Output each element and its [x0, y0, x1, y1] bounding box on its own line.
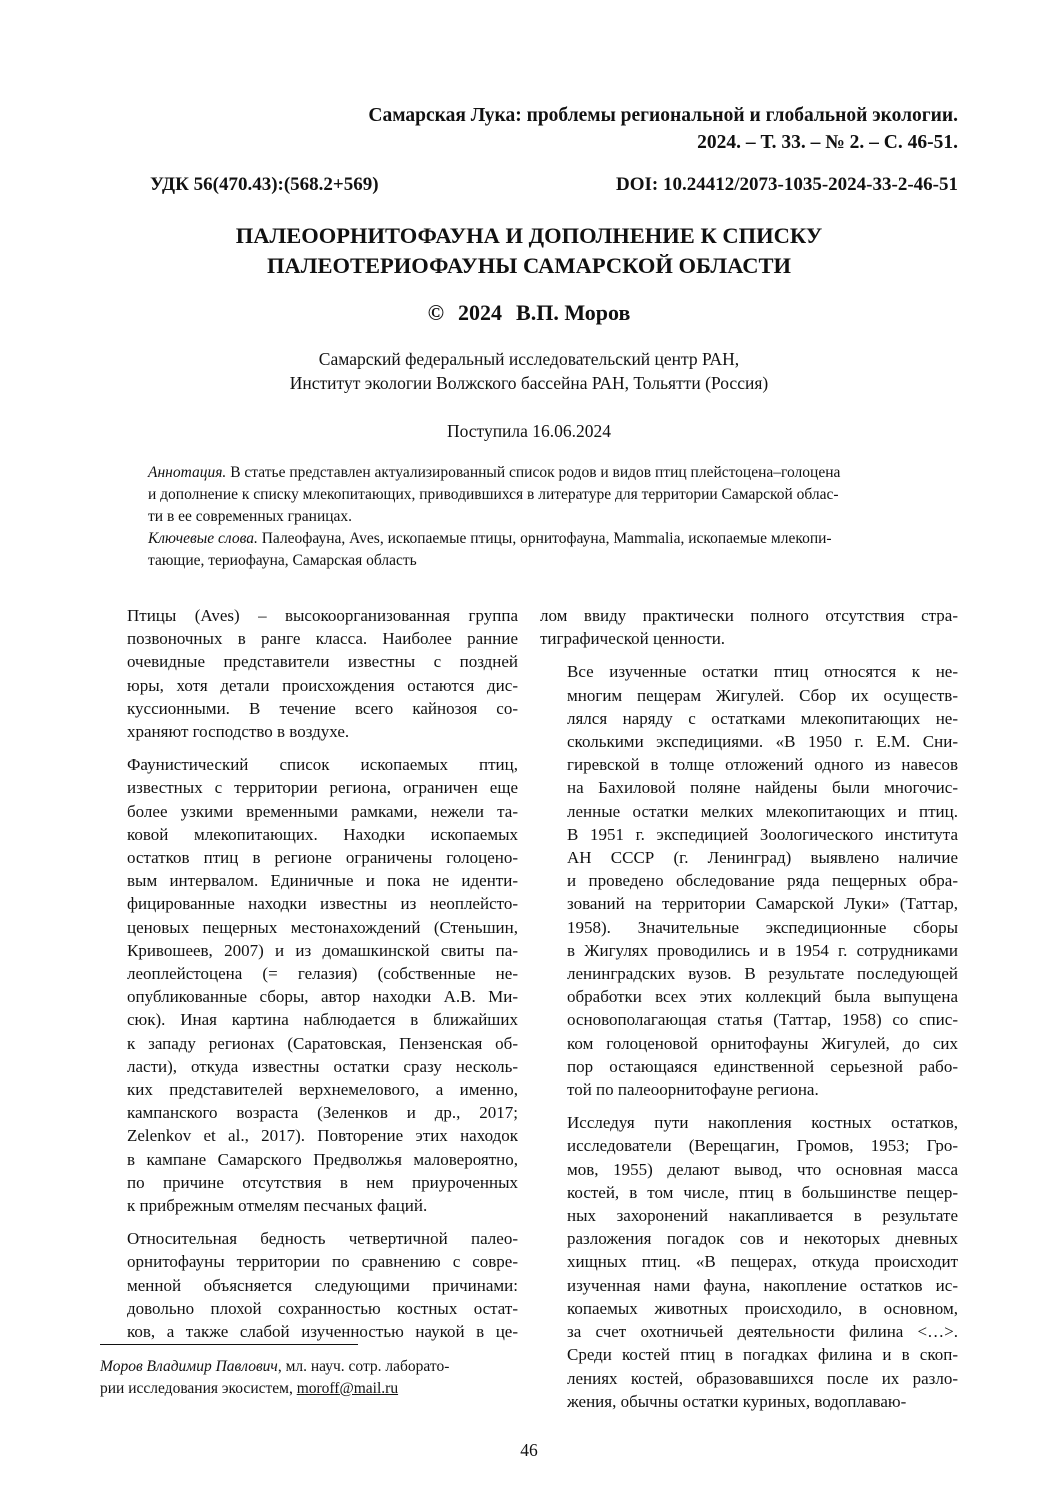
- body-line: леоплейстоцена (= гелазия) (собственные не-: [127, 964, 518, 984]
- body-line: лом ввиду практически полного отсутствия стра-: [540, 606, 958, 625]
- body-line: ленные остатки мелких млекопитающих и птиц.: [567, 801, 958, 821]
- body-line: зований на территории Самарской Луки» (Таттар,: [567, 894, 958, 914]
- body-line: очевидные представители известны с поздней: [127, 652, 518, 672]
- body-line: опубликованные сборы, автор находки А.В. Ми-: [127, 987, 518, 1007]
- body-line: Относительная бедность четвертичной палео-: [127, 1229, 518, 1249]
- footnote-text: рии исследования экосистем,: [100, 1380, 297, 1397]
- body-paragraph: [100, 604, 518, 743]
- affiliation-line: Институт экологии Волжского бассейна РАН, Тольятти (Россия): [289, 373, 769, 393]
- body-line: сколькими экспедициями. «В 1950 г. Е.М. Сни-: [567, 732, 958, 752]
- body-line: вым интервалом. Единичные и пока не иденти-: [127, 871, 518, 891]
- body-line: Все изученные остатки птиц относятся к не-: [567, 662, 958, 682]
- copyright-year: 2024: [458, 300, 503, 325]
- body-line: жения, обычны остатки куриных, водоплаваю-: [567, 1391, 907, 1411]
- body-line: Кривошеев, 2007) и из домашкинской свиты па-: [127, 940, 518, 960]
- body-line: в Жигулях проводились и в 1954 г. сотрудниками: [567, 940, 958, 960]
- body-line: к прибрежным отмелям песчаных фаций.: [127, 1196, 428, 1216]
- body-line: на Бахиловой поляне найдены были многочис-: [567, 778, 958, 798]
- body-column-right: [540, 604, 958, 1423]
- doi[interactable]: DOI: 10.24412/2073-1035-2024-33-2-46-51: [616, 174, 958, 195]
- udc-code: УДК 56(470.43):(568.2+569): [150, 174, 379, 195]
- footnote-author-name: Моров Владимир Павлович: [100, 1358, 278, 1375]
- body-paragraph: [100, 1227, 518, 1343]
- page-number: 46: [520, 1440, 538, 1460]
- author-line: [100, 300, 958, 326]
- body-line: ценовых пещерных местонахождений (Стеньшин,: [127, 917, 518, 937]
- journal-reference: [368, 102, 958, 156]
- abstract-label: Аннотация.: [148, 464, 227, 481]
- footnote-text: , мл. науч. сотр. лаборато-: [277, 1358, 450, 1375]
- body-paragraph: [100, 753, 518, 1217]
- abstract-text: и дополнение к списку млекопитающих, приводившихся в литературе для территории Самарской облас-: [148, 486, 839, 503]
- body-line: мов, 1955) делают вывод, что основная масса: [567, 1159, 958, 1179]
- body-line: исследователи (Верещагин, Громов, 1953; Гро-: [567, 1136, 958, 1156]
- body-line: довольно плохой сохранностью костных остат-: [127, 1298, 518, 1318]
- author-name: В.П. Моров: [516, 300, 631, 325]
- body-line: ных захоронений накапливается в результате: [567, 1206, 958, 1226]
- body-line: обработки всех этих коллекций была выпущена: [567, 987, 958, 1007]
- journal-title: Самарская Лука: проблемы региональной и глобальной экологии.: [368, 105, 958, 126]
- body-line: по причине отсутствия в нем приуроченных: [127, 1172, 518, 1192]
- author-footnote: [100, 1356, 520, 1400]
- article-title-line: ПАЛЕОТЕРИОФАУНЫ САМАРСКОЙ ОБЛАСТИ: [267, 253, 791, 278]
- body-line: той по палеоорнитофауне региона.: [567, 1080, 819, 1100]
- body-line: лялся наряду с остатками млекопитающих не-: [567, 708, 958, 728]
- body-paragraph: [540, 604, 958, 650]
- journal-issue: 2024. – Т. 33. – № 2. – С. 46-51.: [697, 132, 958, 153]
- body-line: менной объясняется следующими причинами:: [127, 1275, 518, 1295]
- body-line: Исследуя пути накопления костных остатков,: [567, 1113, 958, 1133]
- body-line: кампанского возраста (Зеленков и др., 2017;: [127, 1103, 518, 1123]
- abstract-text: ти в ее современных границах.: [148, 508, 353, 525]
- body-line: Фаунистический список ископаемых птиц,: [127, 755, 518, 775]
- body-line: лениях костей, образовавшихся после их разло-: [567, 1368, 958, 1388]
- body-line: ласти), откуда известны остатки сразу несколь-: [127, 1056, 518, 1076]
- body-line: изученная нами фауна, накопление остатков ис-: [567, 1275, 958, 1295]
- body-line: копаемых животных происходило, в основном,: [567, 1298, 958, 1318]
- abstract-line-1: [148, 464, 840, 481]
- body-line: 1958). Значительные экспедиционные сборы: [567, 917, 958, 937]
- body-line: Zelenkov et al., 2017). Повторение этих находок: [127, 1126, 518, 1146]
- body-column-left: [100, 604, 518, 1353]
- author-email-link[interactable]: moroff@mail.ru: [296, 1380, 399, 1397]
- body-line: ковой млекопитающих. Находки ископаемых: [127, 824, 518, 844]
- body-line: известных с территории региона, ограничен еще: [127, 778, 518, 798]
- received-date: Поступила 16.06.2024: [446, 421, 612, 441]
- body-line: юры, хотя детали происхождения остаются дис-: [127, 675, 518, 695]
- keywords-text: Палеофауна, Aves, ископаемые птицы, орнитофауна, Mammalia, ископаемые млекопи-: [261, 530, 832, 547]
- body-line: ких представителей верхнемелового, а именно,: [127, 1080, 518, 1100]
- article-title: [100, 221, 958, 281]
- body-line: храняют господство в воздухе.: [127, 722, 350, 742]
- body-line: хищных птиц. «В пещерах, откуда происходит: [567, 1252, 958, 1272]
- keywords-label: Ключевые слова.: [148, 530, 258, 547]
- abstract-text: В статье представлен актуализированный список родов и видов птиц плейстоцена–голоцена: [230, 464, 841, 481]
- body-line: в кампане Самарского Предволжья маловероятно,: [127, 1149, 518, 1169]
- affiliation-line: Самарский федеральный исследовательский центр РАН,: [318, 349, 740, 369]
- body-line: более узкими временными рамками, нежели та-: [127, 801, 518, 821]
- body-line: разложения погадок сов и некоторых дневных: [567, 1229, 958, 1249]
- body-line: остатков птиц в регионе ограничены голоцено-: [127, 848, 518, 868]
- body-line: к западу регионах (Саратовская, Пензенская об-: [127, 1033, 518, 1053]
- body-line: тиграфической ценности.: [540, 629, 726, 649]
- body-line: В 1951 г. экспедицией Зоологического института: [567, 824, 958, 844]
- body-line: Птицы (Aves) – высокоорганизованная группа: [127, 606, 518, 625]
- body-line: пор остающаяся единственной серьезной рабо-: [567, 1056, 958, 1076]
- body-line: многим пещерам Жигулей. Сбор их осуществ-: [567, 685, 958, 705]
- body-line: за счет охотничьей деятельности филина <…>.: [567, 1322, 958, 1342]
- body-line: и проведено обследование ряда пещерных обра-: [567, 871, 958, 891]
- affiliation: [100, 347, 958, 395]
- keywords: [148, 528, 960, 572]
- abstract-block: [148, 462, 960, 572]
- body-line: позвоночных в ранге класса. Наиболее ранние: [127, 629, 518, 649]
- body-paragraph: [540, 660, 958, 1101]
- footnote-divider: [100, 1344, 358, 1345]
- body-line: фицированные находки известны из неоплейсто-: [127, 894, 518, 914]
- body-line: ком голоценовой орнитофауны Жигулей, до сих: [567, 1033, 958, 1053]
- body-line: Среди костей птиц в погадках филина и в скоп-: [567, 1345, 958, 1365]
- copyright-sign: ©: [427, 300, 445, 325]
- body-line: АН СССР (г. Ленинград) выявлено наличие: [567, 848, 958, 868]
- body-line: куссионными. В течение всего кайнозоя со-: [127, 698, 518, 718]
- body-line: орнитофауны территории по сравнению с совре-: [127, 1252, 518, 1272]
- article-title-line: ПАЛЕООРНИТОФАУНА И ДОПОЛНЕНИЕ К СПИСКУ: [235, 223, 823, 248]
- body-line: ленинградских вузов. В результате последующей: [567, 964, 958, 984]
- body-line: сюк). Иная картина наблюдается в ближайших: [127, 1010, 518, 1030]
- keywords-text: тающие, териофауна, Самарская область: [148, 552, 417, 569]
- body-line: ков, а также слабой изученностью наукой в це-: [127, 1322, 518, 1342]
- body-line: костей, в том числе, птиц в большинстве пещер-: [567, 1182, 958, 1202]
- body-line: гиревской в толще отложений одного из навесов: [567, 755, 958, 775]
- body-line: основополагающая статья (Таттар, 1958) со спис-: [567, 1010, 958, 1030]
- body-paragraph: [540, 1111, 958, 1413]
- abstract: [148, 462, 960, 528]
